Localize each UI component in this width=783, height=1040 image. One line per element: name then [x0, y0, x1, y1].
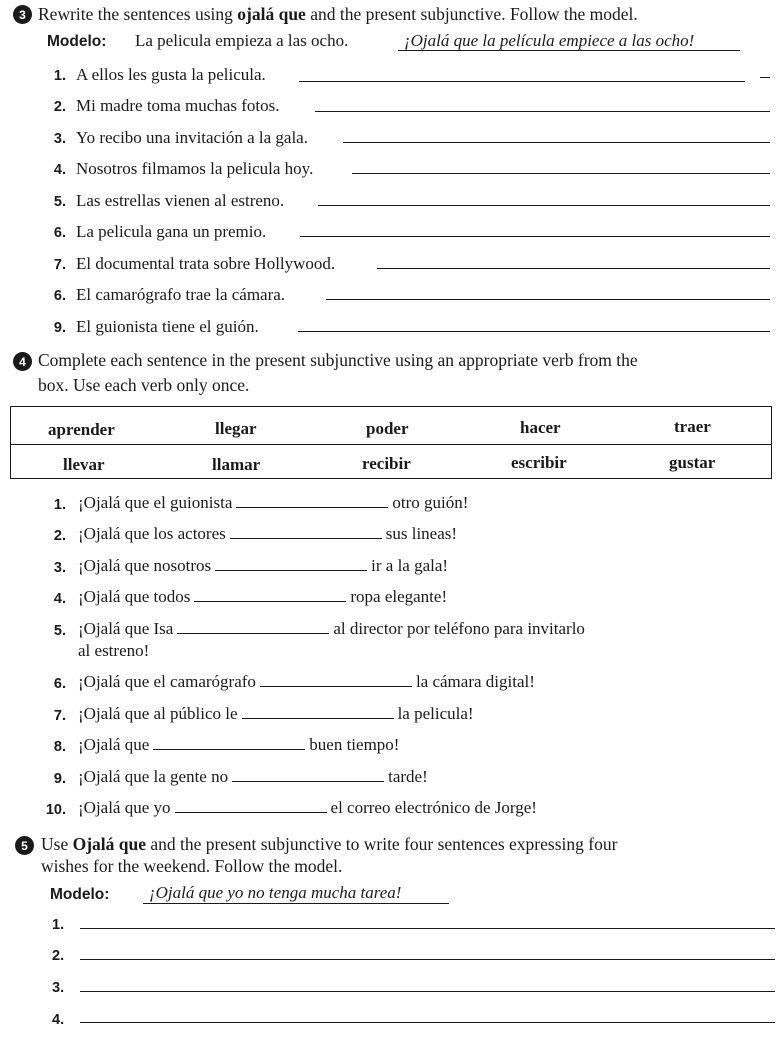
- item-number: 4.: [53, 591, 66, 607]
- item-sentence: La pelicula gana un premio.: [76, 222, 267, 241]
- sentence-start: ¡Ojalá que la gente no: [78, 767, 229, 786]
- item-sentence: Nosotros filmamos la pelicula hoy.: [76, 159, 314, 178]
- sentence-start: ¡Ojalá que al público le: [78, 704, 238, 723]
- answer-line[interactable]: [80, 928, 775, 929]
- sentence-end: buen tiempo!: [309, 735, 400, 754]
- model-answer-underline: [143, 903, 449, 904]
- item-number: 2.: [52, 948, 65, 964]
- item-number: 8.: [53, 739, 66, 755]
- answer-blank[interactable]: [236, 507, 388, 508]
- answer-line[interactable]: [318, 205, 770, 206]
- answer-line[interactable]: [300, 236, 770, 237]
- verb-item: llegar: [215, 419, 257, 438]
- answer-blank[interactable]: [260, 686, 412, 687]
- item-number: 4.: [52, 1012, 65, 1028]
- item-sentence: [78, 587, 447, 607]
- sentence-end: sus lineas!: [385, 524, 458, 543]
- item-sentence: [78, 735, 399, 755]
- sentence-start: ¡Ojalá que todos: [78, 587, 191, 606]
- section-4-instructions-line-2: box. Use each verb only once.: [38, 375, 250, 395]
- verb-item: llevar: [63, 455, 105, 474]
- sentence-end: otro guión!: [392, 493, 469, 512]
- item-number: 9.: [53, 771, 66, 787]
- item-number: 1.: [53, 497, 66, 513]
- answer-blank[interactable]: [230, 538, 382, 539]
- instruction-text: and the present subjunctive. Follow the model.: [305, 4, 638, 24]
- verb-item: aprender: [48, 420, 115, 439]
- answer-line[interactable]: [298, 331, 770, 332]
- item-number: 1.: [52, 917, 65, 933]
- section-5-model-label: Modelo:: [50, 886, 110, 903]
- instruction-bold: Ojalá que: [72, 834, 147, 854]
- item-number: 3.: [53, 560, 66, 576]
- answer-line[interactable]: [343, 142, 770, 143]
- item-sentence-continuation: al estreno!: [78, 641, 150, 660]
- item-number: 6.: [53, 288, 66, 304]
- item-sentence: [78, 493, 468, 513]
- sentence-end: tarde!: [388, 767, 428, 786]
- item-sentence: [78, 767, 428, 787]
- section-3-model-label: Modelo:: [47, 33, 107, 50]
- answer-line[interactable]: [80, 1022, 775, 1023]
- item-number: 2.: [53, 528, 66, 544]
- section-5-instructions-line-2: wishes for the weekend. Follow the model.: [41, 856, 343, 876]
- answer-blank[interactable]: [215, 570, 367, 571]
- sentence-start: ¡Ojalá que nosotros: [78, 556, 212, 575]
- item-number: 3.: [52, 980, 65, 996]
- section-3-instructions: [38, 3, 638, 25]
- answer-line[interactable]: [299, 81, 745, 82]
- instruction-text: and the present subjunctive to write four sentences expressing four: [146, 834, 618, 854]
- item-sentence: A ellos les gusta la pelicula.: [76, 65, 266, 84]
- item-sentence: Yo recibo una invitación a la gala.: [76, 128, 308, 147]
- section-3-model-answer: ¡Ojalá que la película empiece a las ocho!: [404, 31, 695, 50]
- verb-item: hacer: [520, 418, 561, 437]
- model-answer-underline: [398, 50, 740, 51]
- section-3-model-sentence: La pelicula empieza a las ocho.: [135, 31, 349, 50]
- instruction-text: Use: [41, 834, 73, 854]
- item-number: 6.: [53, 676, 66, 692]
- answer-blank[interactable]: [177, 633, 329, 634]
- sentence-start: ¡Ojalá que el camarógrafo: [78, 672, 256, 691]
- verb-item: gustar: [669, 453, 716, 472]
- answer-blank[interactable]: [242, 718, 394, 719]
- verb-item: escribir: [511, 453, 567, 472]
- verb-item: recibir: [362, 454, 411, 473]
- sentence-end: el correo electrónico de Jorge!: [330, 798, 537, 817]
- instruction-bold: ojalá que: [237, 4, 306, 24]
- answer-line[interactable]: [80, 991, 775, 992]
- sentence-start: ¡Ojalá que los actores: [78, 524, 226, 543]
- answer-line[interactable]: [352, 173, 770, 174]
- verb-box-divider: [10, 444, 772, 445]
- item-number: 7.: [53, 257, 66, 273]
- section-4-instructions-line-1: Complete each sentence in the present subjunctive using an appropriate verb from the: [38, 350, 638, 370]
- answer-line[interactable]: [377, 268, 770, 269]
- item-number: 7.: [53, 708, 66, 724]
- answer-line[interactable]: [80, 959, 775, 960]
- sentence-start: ¡Ojalá que Isa: [78, 619, 174, 638]
- sentence-start: ¡Ojalá que el guionista: [78, 493, 233, 512]
- item-sentence: [78, 619, 585, 639]
- sentence-end: al director por teléfono para invitarlo: [333, 619, 585, 638]
- item-number: 10.: [45, 802, 66, 818]
- verb-item: llamar: [212, 455, 261, 474]
- item-number: 9.: [53, 320, 66, 336]
- item-sentence: Las estrellas vienen al estreno.: [76, 191, 285, 210]
- section-5-instructions-line-1: [41, 833, 617, 855]
- item-number: 3.: [53, 131, 66, 147]
- sentence-end: la pelicula!: [397, 704, 474, 723]
- item-sentence: [78, 704, 474, 724]
- item-number: 6.: [53, 225, 66, 241]
- answer-line-tail: [760, 77, 770, 78]
- answer-blank[interactable]: [194, 601, 346, 602]
- item-sentence: El guionista tiene el guión.: [76, 317, 259, 336]
- item-sentence: Mi madre toma muchas fotos.: [76, 96, 280, 115]
- item-sentence: El documental trata sobre Hollywood.: [76, 254, 336, 273]
- item-number: 2.: [53, 99, 66, 115]
- answer-blank[interactable]: [175, 812, 327, 813]
- sentence-end: ropa elegante!: [350, 587, 448, 606]
- instruction-text: Rewrite the sentences using: [38, 4, 238, 24]
- verb-item: poder: [366, 419, 409, 438]
- item-sentence: El camarógrafo trae la cámara.: [76, 285, 286, 304]
- section-5-number-badge: 5: [15, 836, 34, 855]
- section-4-number-badge: 4: [13, 352, 32, 371]
- item-number: 4.: [53, 162, 66, 178]
- item-number: 5.: [53, 194, 66, 210]
- verb-item: traer: [674, 417, 711, 436]
- sentence-start: ¡Ojalá que yo: [78, 798, 171, 817]
- item-number: 5.: [53, 623, 66, 639]
- answer-line[interactable]: [326, 299, 770, 300]
- item-sentence: [78, 798, 537, 818]
- sentence-end: ir a la gala!: [371, 556, 449, 575]
- item-number: 1.: [53, 68, 66, 84]
- item-sentence: [78, 672, 535, 692]
- item-sentence: [78, 556, 448, 576]
- item-sentence: [78, 524, 457, 544]
- sentence-end: la cámara digital!: [415, 672, 535, 691]
- answer-line[interactable]: [315, 111, 770, 112]
- answer-blank[interactable]: [232, 781, 384, 782]
- section-3-number-badge: 3: [13, 5, 32, 24]
- sentence-start: ¡Ojalá que: [78, 735, 150, 754]
- answer-blank[interactable]: [153, 749, 305, 750]
- section-5-model-answer: ¡Ojalá que yo no tenga mucha tarea!: [149, 883, 402, 902]
